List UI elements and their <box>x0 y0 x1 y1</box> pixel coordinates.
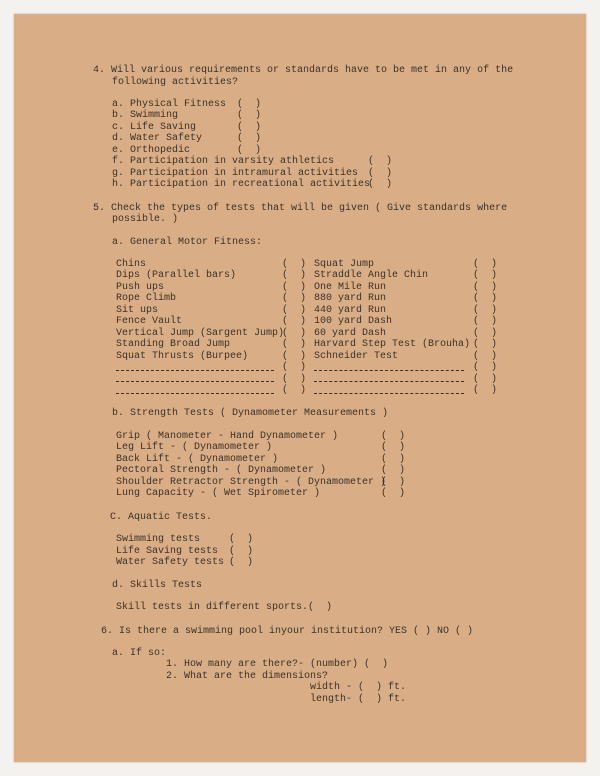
motor-test-item: Harvard Step Test (Brouha) <box>314 339 471 350</box>
motor-checkbox[interactable]: ( ) <box>473 305 498 316</box>
aquatic-checkbox[interactable]: ( ) <box>229 557 254 568</box>
q5-question-line1: 5. Check the types of tests that will be given ( Give standards where <box>93 203 508 214</box>
q4-checkbox[interactable]: ( ) <box>368 156 393 167</box>
motor-checkbox[interactable]: ( ) <box>473 282 498 293</box>
q4-item: f. Participation in varsity athletics <box>112 156 335 167</box>
q5-question-line2: possible. ) <box>112 214 179 225</box>
q4-item: g. Participation in intramural activities <box>112 168 359 179</box>
motor-checkbox[interactable]: ( ) <box>473 385 498 396</box>
aquatic-tests-heading: C. Aquatic Tests. <box>110 512 213 523</box>
q4-checkbox[interactable]: ( ) <box>237 145 262 156</box>
motor-checkbox[interactable]: ( ) <box>473 328 498 339</box>
motor-test-item: Push ups <box>116 282 165 293</box>
motor-checkbox[interactable]: ( ) <box>282 259 307 270</box>
aquatic-test-item: Water Safety tests <box>116 557 225 568</box>
q6-sub-heading: a. If so: <box>112 648 167 659</box>
motor-checkbox[interactable]: ( ) <box>473 316 498 327</box>
q6-question: 6. Is there a swimming pool inyour institution? YES ( ) NO ( ) <box>101 626 474 637</box>
strength-test-item: Grip ( Manometer - Hand Dynamometer ) <box>116 431 339 442</box>
strength-tests-heading: b. Strength Tests ( Dynamometer Measurements ) <box>112 408 389 419</box>
q6-length-line: length- ( ) ft. <box>310 694 407 705</box>
q4-item: e. Orthopedic <box>112 145 191 156</box>
motor-checkbox[interactable]: ( ) <box>473 351 498 362</box>
aquatic-checkbox[interactable]: ( ) <box>229 546 254 557</box>
aquatic-test-item: Swimming tests <box>116 534 201 545</box>
q4-checkbox[interactable]: ( ) <box>237 110 262 121</box>
strength-test-item: Pectoral Strength - ( Dynamometer ) <box>116 465 327 476</box>
motor-fitness-heading: a. General Motor Fitness: <box>112 237 263 248</box>
q4-item: c. Life Saving <box>112 122 197 133</box>
motor-blank-line[interactable] <box>314 370 464 371</box>
motor-checkbox[interactable]: ( ) <box>473 293 498 304</box>
motor-blank-line[interactable] <box>314 393 464 394</box>
skills-test-line: Skill tests in different sports. <box>116 602 309 613</box>
motor-checkbox[interactable]: ( ) <box>282 374 307 385</box>
motor-test-item: Dips (Parallel bars) <box>116 270 237 281</box>
q4-item: h. Participation in recreational activities <box>112 179 371 190</box>
motor-checkbox[interactable]: ( ) <box>282 293 307 304</box>
strength-checkbox[interactable]: ( ) <box>381 488 406 499</box>
motor-test-item: 100 yard Dash <box>314 316 393 327</box>
q4-checkbox[interactable]: ( ) <box>368 168 393 179</box>
q4-question-line2: following activities? <box>112 77 239 88</box>
q6-count-line: 1. How many are there?- (number) ( ) <box>166 659 389 670</box>
motor-test-item: Vertical Jump (Sargent Jump) <box>116 328 285 339</box>
strength-test-item: Back Lift - ( Dynamometer ) <box>116 454 279 465</box>
strength-checkbox[interactable]: ( ) <box>381 431 406 442</box>
motor-test-item: Chins <box>116 259 147 270</box>
motor-checkbox[interactable]: ( ) <box>473 259 498 270</box>
strength-test-item: Shoulder Retractor Strength - ( Dynamometer ) <box>116 477 387 488</box>
q4-item: a. Physical Fitness <box>112 99 227 110</box>
motor-test-item: 60 yard Dash <box>314 328 387 339</box>
motor-checkbox[interactable]: ( ) <box>473 374 498 385</box>
motor-checkbox[interactable]: ( ) <box>282 305 307 316</box>
motor-checkbox[interactable]: ( ) <box>282 316 307 327</box>
q4-checkbox[interactable]: ( ) <box>237 122 262 133</box>
q4-checkbox[interactable]: ( ) <box>368 179 393 190</box>
motor-checkbox[interactable]: ( ) <box>282 339 307 350</box>
q6-dimensions-line: 2. What are the dimensions? <box>166 671 329 682</box>
motor-checkbox[interactable]: ( ) <box>282 270 307 281</box>
motor-blank-line[interactable] <box>314 381 464 382</box>
strength-test-item: Leg Lift - ( Dynamometer ) <box>116 442 273 453</box>
motor-test-item: Squat Jump <box>314 259 375 270</box>
strength-checkbox[interactable]: ( ) <box>381 477 406 488</box>
q4-checkbox[interactable]: ( ) <box>237 133 262 144</box>
q4-item: b. Swimming <box>112 110 179 121</box>
motor-test-item: Sit ups <box>116 305 159 316</box>
motor-test-item: Standing Broad Jump <box>116 339 231 350</box>
motor-checkbox[interactable]: ( ) <box>282 362 307 373</box>
motor-checkbox[interactable]: ( ) <box>282 385 307 396</box>
motor-test-item: Schneider Test <box>314 351 399 362</box>
motor-test-item: 440 yard Run <box>314 305 387 316</box>
motor-checkbox[interactable]: ( ) <box>473 339 498 350</box>
q4-checkbox[interactable]: ( ) <box>237 99 262 110</box>
strength-test-item: Lung Capacity - ( Wet Spirometer ) <box>116 488 321 499</box>
aquatic-checkbox[interactable]: ( ) <box>229 534 254 545</box>
motor-test-item: Fence Vault <box>116 316 183 327</box>
motor-checkbox[interactable]: ( ) <box>473 362 498 373</box>
q6-width-line: width - ( ) ft. <box>310 682 407 693</box>
aquatic-test-item: Life Saving tests <box>116 546 219 557</box>
motor-test-item: 880 yard Run <box>314 293 387 304</box>
q4-item: d. Water Safety <box>112 133 203 144</box>
motor-test-item: One Mile Run <box>314 282 387 293</box>
q4-question-line1: 4. Will various requirements or standards have to be met in any of the <box>93 65 514 76</box>
strength-checkbox[interactable]: ( ) <box>381 454 406 465</box>
motor-checkbox[interactable]: ( ) <box>473 270 498 281</box>
motor-blank-line[interactable] <box>116 381 274 382</box>
motor-test-item: Straddle Angle Chin <box>314 270 429 281</box>
skills-checkbox[interactable]: ( ) <box>308 602 333 613</box>
motor-blank-line[interactable] <box>116 393 274 394</box>
strength-checkbox[interactable]: ( ) <box>381 465 406 476</box>
motor-checkbox[interactable]: ( ) <box>282 328 307 339</box>
motor-checkbox[interactable]: ( ) <box>282 351 307 362</box>
strength-checkbox[interactable]: ( ) <box>381 442 406 453</box>
motor-test-item: Squat Thrusts (Burpee) <box>116 351 249 362</box>
skills-tests-heading: d. Skills Tests <box>112 580 203 591</box>
motor-blank-line[interactable] <box>116 370 274 371</box>
motor-checkbox[interactable]: ( ) <box>282 282 307 293</box>
motor-test-item: Rope Climb <box>116 293 177 304</box>
